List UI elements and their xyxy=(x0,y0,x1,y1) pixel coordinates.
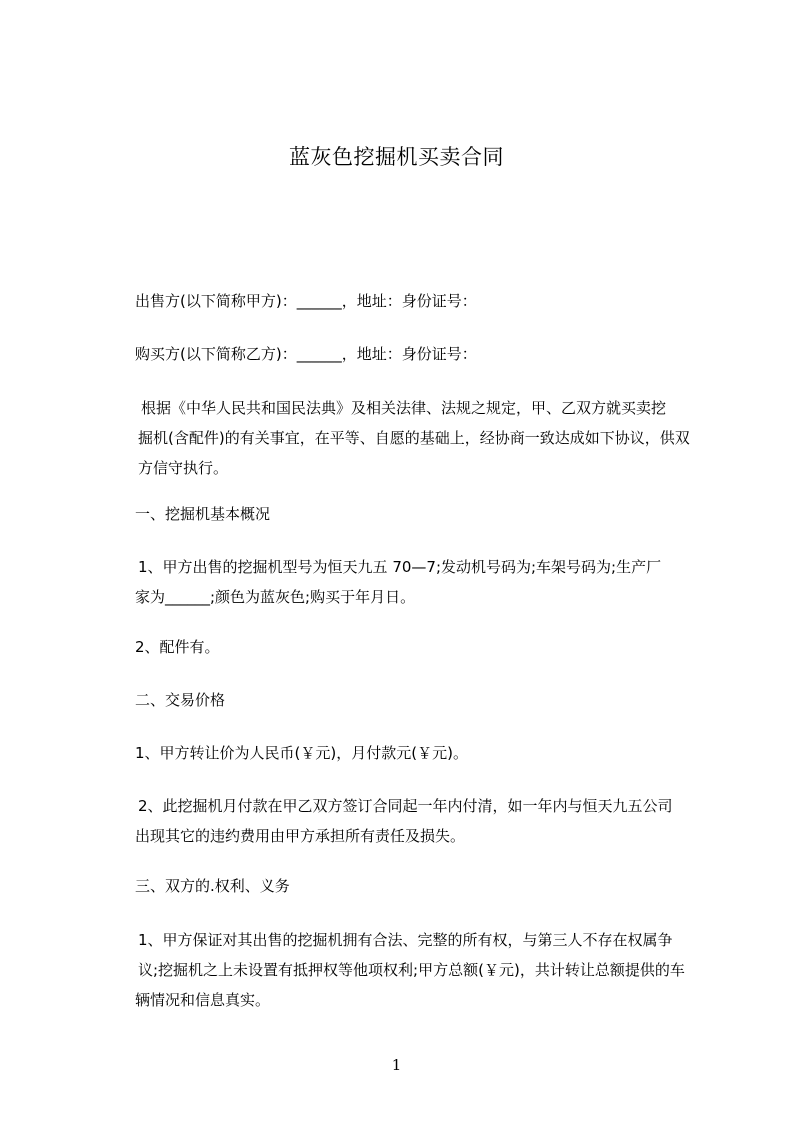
section3-item1-line3: 辆情况和信息真实。 xyxy=(135,991,271,1009)
section3-item1-line2: 议;挖掘机之上未设置有抵押权等他项权利;甲方总额(￥元)，共计转让总额提供的车 xyxy=(138,961,685,979)
section3-item1-cont xyxy=(138,955,723,985)
section1-item1-line2: 家为______;颜色为蓝灰色;购买于年月日。 xyxy=(135,588,416,606)
section3-heading: 三、双方的.权利、义务 xyxy=(135,877,290,895)
section2-item2-line2: 出现其它的违约费用由甲方承担所有责任及损失。 xyxy=(135,827,466,845)
section3-item1 xyxy=(138,925,723,955)
intro-line-2: 掘机(含配件)的有关事宜，在平等、自愿的基础上，经协商一致达成如下协议，供双 xyxy=(138,429,690,447)
buyer-info xyxy=(135,339,720,369)
section1-item1 xyxy=(138,552,723,582)
section3-item1-cont2 xyxy=(135,985,720,1015)
section1-item2: 2、配件有。 xyxy=(135,638,220,656)
section2-item2-line1: 2、此挖掘机月付款在甲乙双方签订合同起一年内付清，如一年内与恒天九五公司 xyxy=(138,797,673,815)
section2-heading: 二、交易价格 xyxy=(135,691,226,709)
section1-heading: 一、挖掘机基本概况 xyxy=(135,505,271,523)
seller-info xyxy=(135,286,720,316)
intro-line-3: 方信守执行。 xyxy=(138,459,229,477)
seller-line: 出售方(以下简称甲方)：______，地址：身份证号： xyxy=(135,292,477,310)
intro-line-1: 根据《中华人民共和国民法典》及相关法律、法规之规定，甲、乙双方就买卖挖 xyxy=(141,399,667,417)
section1-item1-cont xyxy=(135,582,720,612)
buyer-line: 购买方(以下简称乙方)：______，地址：身份证号： xyxy=(135,345,477,363)
section2-item1: 1、甲方转让价为人民币(￥元)，月付款元(￥元)。 xyxy=(135,744,468,762)
intro-paragraph-cont xyxy=(138,423,723,483)
section2-item2-cont xyxy=(135,821,720,851)
section3-item1-line1: 1、甲方保证对其出售的挖掘机拥有合法、完整的所有权，与第三人不存在权属争 xyxy=(138,931,673,949)
section2-item2 xyxy=(138,791,723,821)
page-number: 1 xyxy=(391,1056,402,1074)
intro-paragraph xyxy=(141,393,726,423)
section1-item1-line1: 1、甲方出售的挖掘机型号为恒天九五 70—7;发动机号码为;车架号码为;生产厂 xyxy=(138,558,662,576)
document-title: 蓝灰色挖掘机买卖合同 xyxy=(289,145,504,169)
